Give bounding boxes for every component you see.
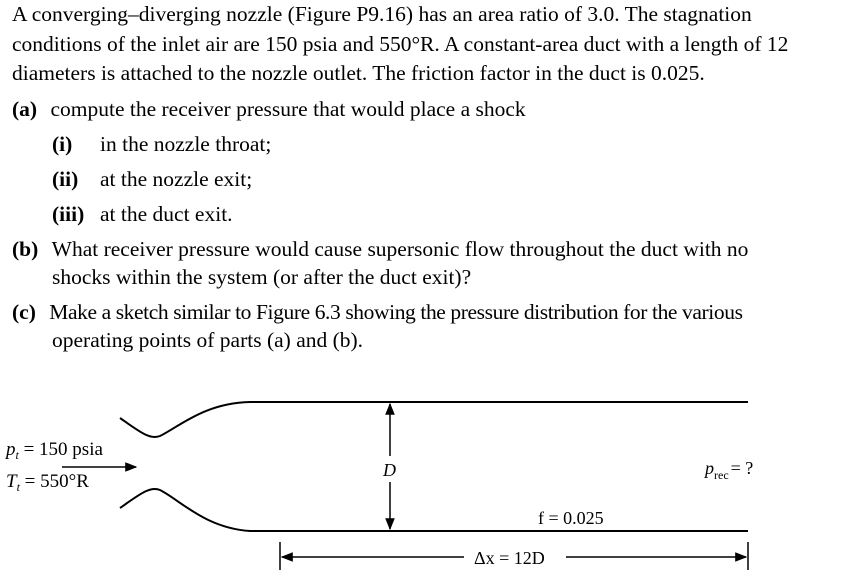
part-a-iii-label: (iii) — [52, 202, 85, 226]
part-a-ii-label: (ii) — [52, 167, 79, 191]
part-a-i — [52, 130, 271, 158]
part-a-i-label: (i) — [52, 132, 73, 156]
part-c — [12, 298, 743, 326]
part-a — [12, 95, 526, 123]
part-a-iii — [52, 200, 233, 228]
duct-length-label: Δx = 12D — [474, 548, 545, 568]
part-b-line2: shocks within the system (or after the duct exit)? — [52, 265, 472, 289]
stagnation-temperature-label: $T_t = 550^\circ R$ — [6, 471, 89, 494]
nozzle-lower-wall — [120, 489, 748, 531]
problem-intro: A converging–diverging nozzle (Figure P9.16) has an area ratio of 3.0. The stagnation conditions of the inlet air are 150 psia and 550°R. A constant-area duct with a length of 12 diameters is attached to the nozzle outlet. The friction factor in the duct is 0.025. — [12, 2, 789, 85]
diameter-label: D — [383, 460, 396, 480]
part-b — [12, 235, 748, 263]
stagnation-pressure-label: $p_t = 150$ psia — [6, 439, 103, 462]
part-c-label: (c) — [12, 300, 36, 324]
nozzle-upper-wall — [120, 402, 748, 437]
part-a-label: (a) — [12, 97, 38, 121]
part-a-ii-text: at the nozzle exit; — [100, 167, 253, 191]
nozzle-duct-figure — [0, 380, 852, 580]
part-c-line2: operating points of parts (a) and (b). — [52, 328, 364, 352]
part-a-ii — [52, 165, 252, 193]
receiver-pressure-label: $p_{rec}$ = ? — [705, 458, 754, 482]
part-a-i-text: in the nozzle throat; — [100, 132, 272, 156]
part-a-iii-text: at the duct exit. — [100, 202, 233, 226]
part-a-text: compute the receiver pressure that would place a shock — [50, 97, 526, 121]
part-b-line1: What receiver pressure would cause supersonic flow throughout the duct with no — [51, 237, 749, 261]
part-c-line1: Make a sketch similar to Figure 6.3 showing the pressure distribution for the various — [49, 300, 743, 324]
friction-factor-label: f = 0.025 — [538, 508, 604, 528]
part-b-label: (b) — [12, 237, 39, 261]
